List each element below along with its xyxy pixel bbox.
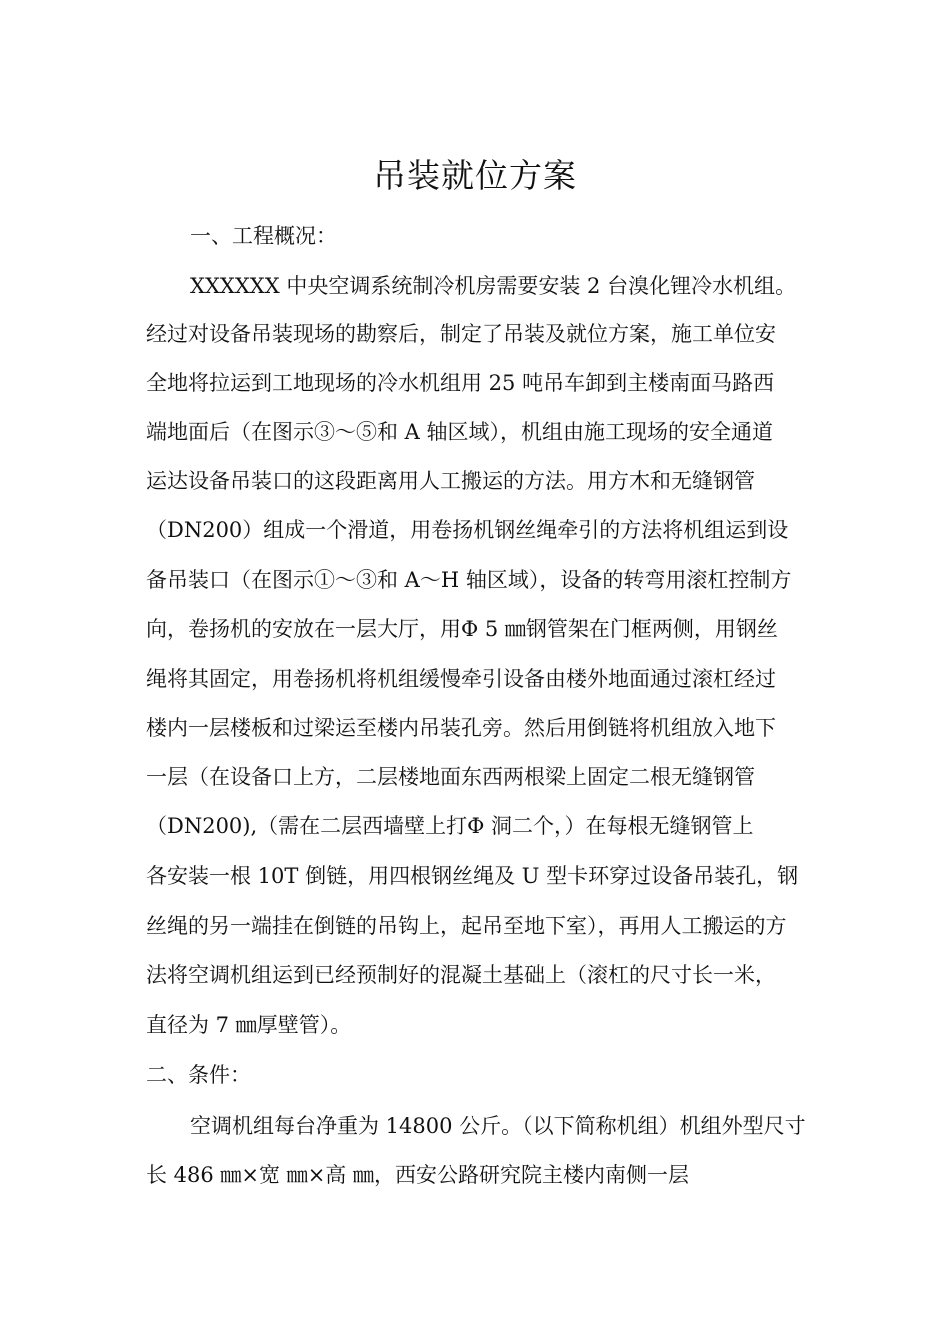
paragraph-line: 向，卷扬机的安放在一层大厅，用Φ 5 ㎜钢管架在门框两侧，用钢丝 xyxy=(146,617,778,641)
paragraph-line: （DN200）组成一个滑道，用卷扬机钢丝绳牵引的方法将机组运到设 xyxy=(146,518,789,542)
paragraph-line: 各安装一根 10T 倒链，用四根钢丝绳及 U 型卡环穿过设备吊装孔，钢 xyxy=(146,864,799,888)
paragraph-line: 全地将拉运到工地现场的冷水机组用 25 吨吊车卸到主楼南面马路西 xyxy=(146,371,775,395)
section-heading-overview: 一、工程概况： xyxy=(190,224,337,248)
paragraph-line: 长 486 ㎜×宽 ㎜×高 ㎜，西安公路研究院主楼内南侧一层 xyxy=(146,1163,689,1187)
paragraph-line: 直径为 7 ㎜厚壁管）。 xyxy=(146,1013,352,1037)
paragraph-line: 端地面后（在图示③～⑤和 A 轴区域），机组由施工现场的安全通道 xyxy=(146,420,774,444)
paragraph-line: （DN200),（需在二层西墙壁上打Φ 洞二个，）在每根无缝钢管上 xyxy=(146,814,754,838)
paragraph-line: 空调机组每台净重为 14800 公斤。（以下简称机组）机组外型尺寸 xyxy=(190,1114,806,1138)
section-heading-conditions: 二、条件： xyxy=(146,1063,251,1087)
paragraph-line: 一层（在设备口上方，二层楼地面东西两根梁上固定二根无缝钢管 xyxy=(146,765,755,789)
paragraph-line: 楼内一层楼板和过梁运至楼内吊装孔旁。然后用倒链将机组放入地下 xyxy=(146,716,776,740)
paragraph-line: 备吊装口（在图示①～③和 A～H 轴区域），设备的转弯用滚杠控制方 xyxy=(146,568,792,592)
paragraph-line: XXXXXX 中央空调系统制冷机房需要安装 2 台溴化锂冷水机组。 xyxy=(190,274,797,298)
document-title: 吊装就位方案 xyxy=(373,156,577,195)
paragraph-line: 丝绳的另一端挂在倒链的吊钩上，起吊至地下室），再用人工搬运的方 xyxy=(146,914,787,938)
paragraph-line: 法将空调机组运到已经预制好的混凝土基础上（滚杠的尺寸长一米， xyxy=(146,963,776,987)
paragraph-line: 绳将其固定，用卷扬机将机组缓慢牵引设备由楼外地面通过滚杠经过 xyxy=(146,667,776,691)
paragraph-line: 经过对设备吊装现场的勘察后，制定了吊装及就位方案，施工单位安 xyxy=(146,322,776,346)
paragraph-line: 运达设备吊装口的这段距离用人工搬运的方法。用方木和无缝钢管 xyxy=(146,469,755,493)
